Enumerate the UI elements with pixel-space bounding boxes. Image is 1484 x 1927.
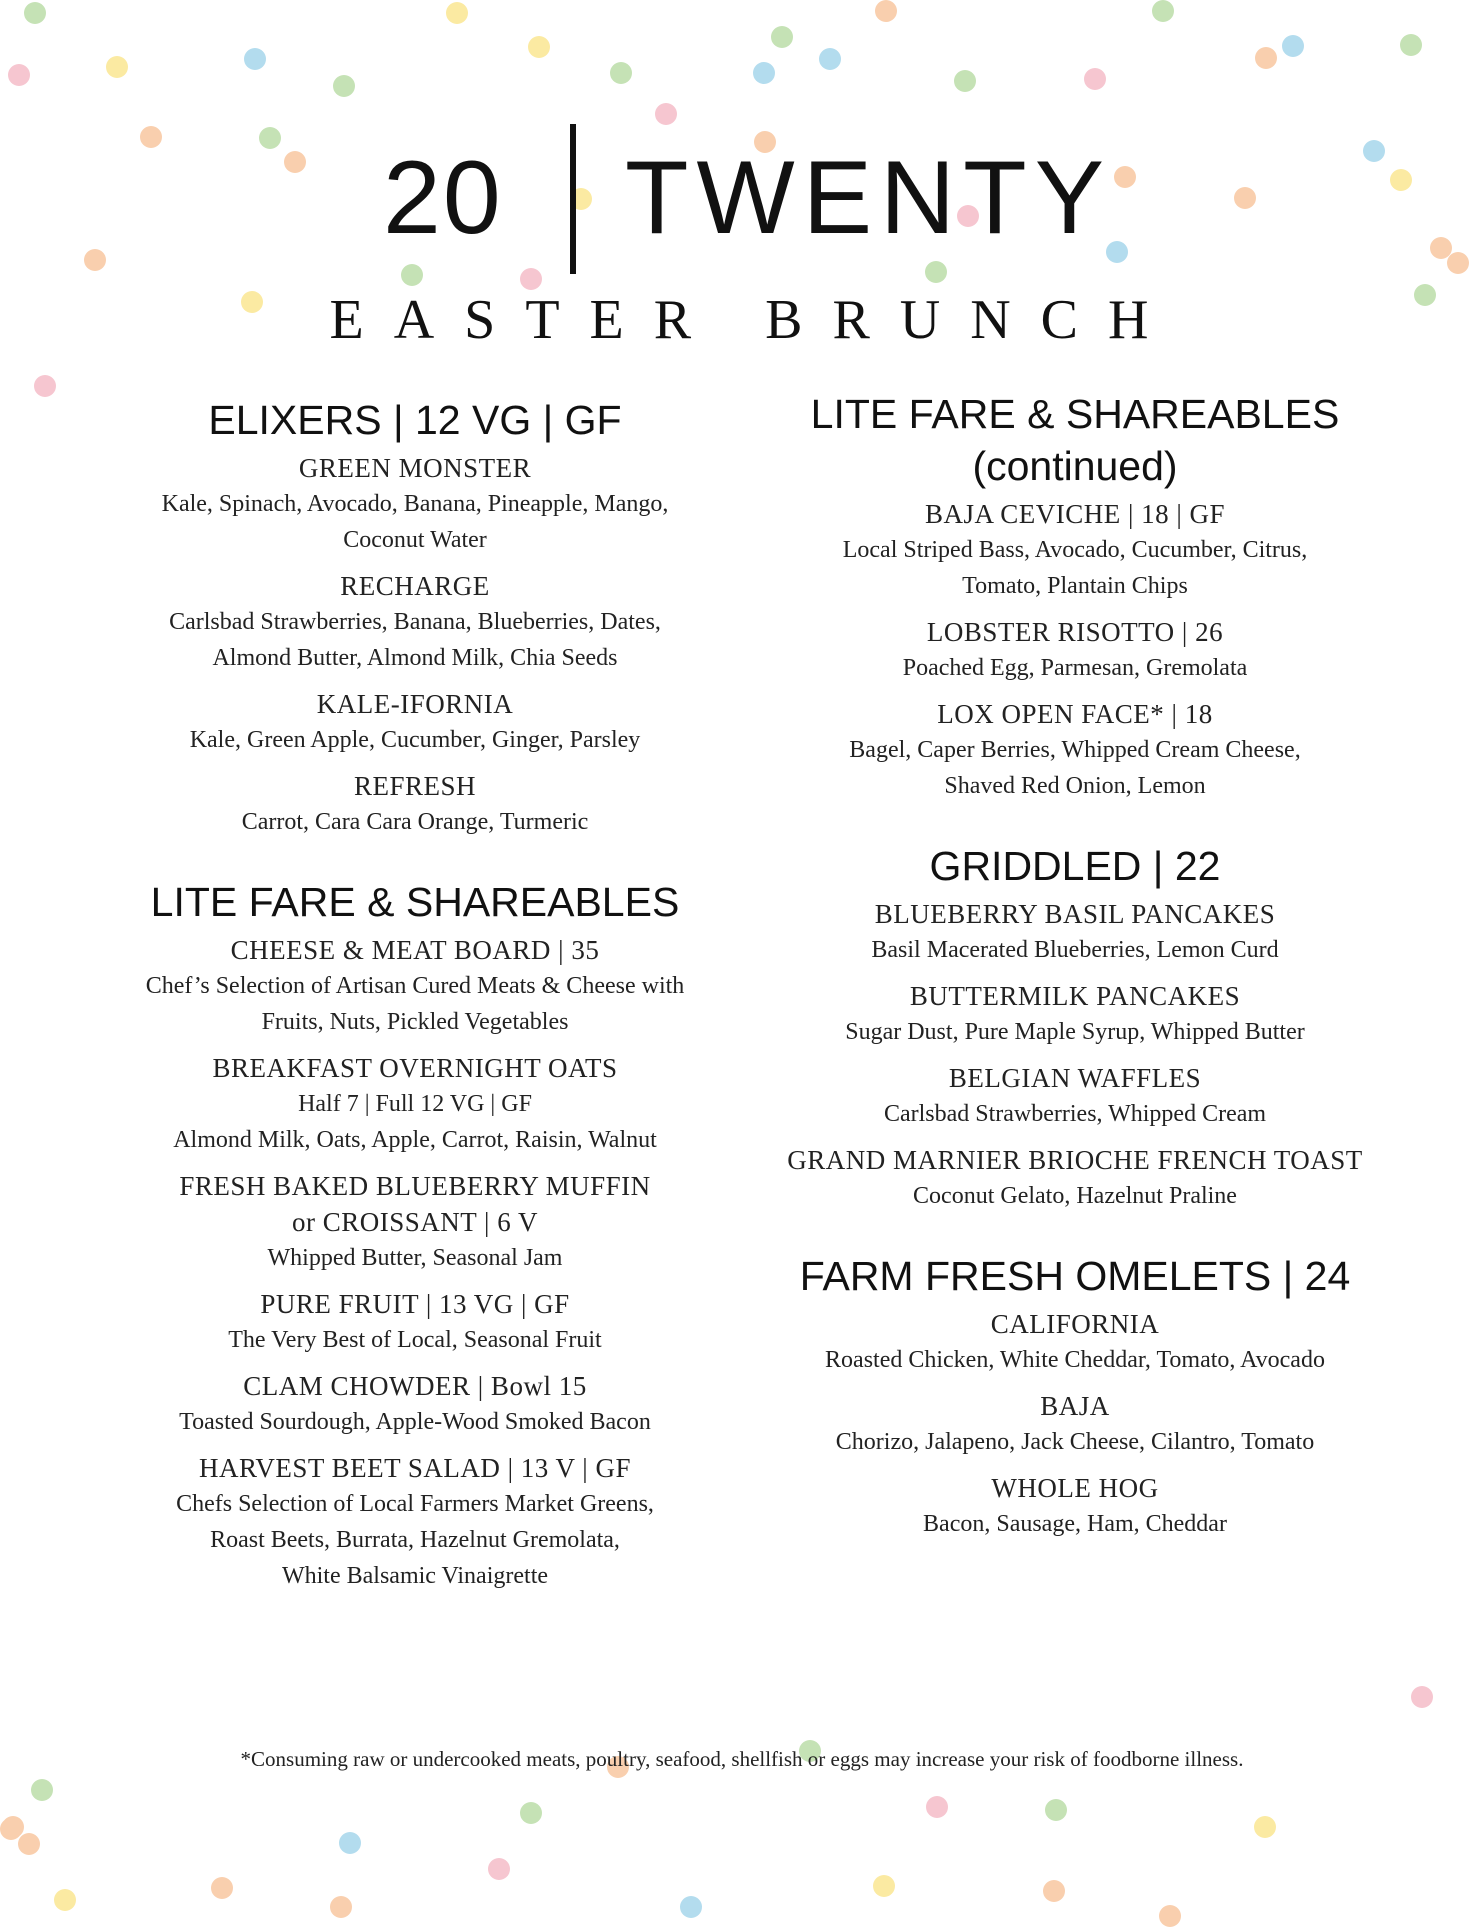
- section-title-continued: (continued): [972, 443, 1178, 489]
- section-omelets: [770, 1250, 1380, 1542]
- item-desc: Chorizo, Jalapeno, Jack Cheese, Cilantro, Tomato: [835, 1429, 1315, 1455]
- confetti-dot: [106, 56, 128, 78]
- menu-item: [110, 1050, 720, 1158]
- menu-item: [770, 496, 1380, 604]
- confetti-dot: [1282, 35, 1304, 57]
- menu-item: [770, 1388, 1380, 1460]
- allergy-footnote: *Consuming raw or undercooked meats, poultry, seafood, shellfish or eggs may increase your risk of foodborne illness.: [240, 1747, 1244, 1771]
- confetti-dot: [339, 1832, 361, 1854]
- menu-item: [110, 1368, 720, 1440]
- item-desc: Kale, Spinach, Avocado, Banana, Pineapple, Mango,: [161, 491, 669, 517]
- confetti-dot: [1400, 34, 1422, 56]
- confetti-dot: [24, 2, 46, 24]
- confetti-dot: [244, 48, 266, 70]
- menu-item: [110, 686, 720, 758]
- menu-item: [110, 1286, 720, 1358]
- item-desc: Carrot, Cara Cara Orange, Turmeric: [241, 809, 589, 835]
- item-name: HARVEST BEET SALAD | 13 V | GF: [199, 1453, 631, 1483]
- confetti-dot: [1043, 1880, 1065, 1902]
- item-desc: Local Striped Bass, Avocado, Cucumber, Citrus,: [842, 537, 1308, 563]
- confetti-dot: [610, 62, 632, 84]
- item-name: BREAKFAST OVERNIGHT OATS: [212, 1053, 618, 1083]
- item-desc: Toasted Sourdough, Apple-Wood Smoked Bacon: [179, 1409, 651, 1435]
- confetti-dot: [211, 1877, 233, 1899]
- confetti-dot: [926, 1796, 948, 1818]
- item-name: REFRESH: [353, 771, 477, 801]
- section-elixirs: [110, 394, 720, 840]
- menu-item: [110, 568, 720, 676]
- item-desc: Roast Beets, Burrata, Hazelnut Gremolata,: [210, 1527, 620, 1553]
- confetti-dot: [31, 1779, 53, 1801]
- confetti-dot: [34, 375, 56, 397]
- menu-item: [770, 614, 1380, 686]
- logo-word: TWENTY: [625, 140, 1113, 256]
- menu-item: [770, 696, 1380, 804]
- item-name: CLAM CHOWDER | Bowl 15: [243, 1371, 587, 1401]
- item-desc: Chef’s Selection of Artisan Cured Meats & Cheese with: [145, 973, 685, 999]
- item-name: BAJA CEVICHE | 18 | GF: [924, 499, 1226, 529]
- confetti-dot: [1045, 1799, 1067, 1821]
- left-column: [110, 394, 720, 1594]
- menu-item: [770, 978, 1380, 1050]
- item-name: or CROISSANT | 6 V: [292, 1207, 538, 1237]
- menu-item: [110, 932, 720, 1040]
- item-desc: Basil Macerated Blueberries, Lemon Curd: [871, 937, 1279, 963]
- item-desc: Tomato, Plantain Chips: [962, 573, 1188, 599]
- confetti-dot: [333, 75, 355, 97]
- confetti-dot: [8, 64, 30, 86]
- confetti-dot: [1152, 0, 1174, 22]
- confetti-dot: [446, 2, 468, 24]
- item-desc: Sugar Dust, Pure Maple Syrup, Whipped Butter: [845, 1019, 1305, 1045]
- item-name: GRAND MARNIER BRIOCHE FRENCH TOAST: [787, 1145, 1363, 1175]
- item-desc: Roasted Chicken, White Cheddar, Tomato, Avocado: [825, 1347, 1325, 1373]
- item-desc: Almond Butter, Almond Milk, Chia Seeds: [212, 645, 618, 671]
- menu-item: [770, 1470, 1380, 1542]
- menu-item: [770, 896, 1380, 968]
- right-column: [770, 388, 1380, 1542]
- item-desc: Almond Milk, Oats, Apple, Carrot, Raisin, Walnut: [173, 1127, 657, 1153]
- item-desc: Coconut Water: [343, 527, 487, 553]
- item-desc: Shaved Red Onion, Lemon: [944, 773, 1206, 799]
- confetti-dot: [680, 1896, 702, 1918]
- menu-item: [770, 1306, 1380, 1378]
- item-desc: White Balsamic Vinaigrette: [281, 1563, 549, 1589]
- item-desc: Chefs Selection of Local Farmers Market Greens,: [176, 1491, 654, 1517]
- section-title: LITE FARE & SHAREABLES: [150, 879, 680, 925]
- item-name: LOX OPEN FACE* | 18: [937, 699, 1213, 729]
- logo-divider: [570, 124, 576, 274]
- confetti-dot: [2, 1816, 24, 1838]
- item-desc: Kale, Green Apple, Cucumber, Ginger, Parsley: [189, 727, 641, 753]
- section-lite-fare: [110, 876, 720, 1594]
- section-title: GRIDDLED | 22: [929, 843, 1221, 889]
- confetti-dot: [520, 1802, 542, 1824]
- item-name: CHEESE & MEAT BOARD | 35: [230, 935, 600, 965]
- menu-item: [770, 1060, 1380, 1132]
- section-lite-fare-continued: [770, 388, 1380, 804]
- item-desc: Carlsbad Strawberries, Banana, Blueberries, Dates,: [169, 609, 661, 635]
- confetti-dot: [875, 0, 897, 22]
- item-name: GREEN MONSTER: [298, 453, 532, 483]
- confetti-dot: [488, 1858, 510, 1880]
- item-name: BAJA: [1040, 1391, 1110, 1421]
- confetti-dot: [1411, 1686, 1433, 1708]
- item-desc: The Very Best of Local, Seasonal Fruit: [228, 1327, 602, 1353]
- menu-item: [110, 768, 720, 840]
- confetti-dot: [528, 36, 550, 58]
- item-name: BELGIAN WAFFLES: [948, 1063, 1202, 1093]
- section-title: LITE FARE & SHAREABLES: [810, 391, 1340, 437]
- item-name: WHOLE HOG: [991, 1473, 1159, 1503]
- item-desc: Bagel, Caper Berries, Whipped Cream Cheese,: [849, 737, 1301, 763]
- item-name: RECHARGE: [340, 571, 490, 601]
- item-name: KALE-IFORNIA: [316, 689, 514, 719]
- confetti-dot: [18, 1833, 40, 1855]
- page-subtitle: EASTER BRUNCH: [329, 289, 1179, 351]
- item-name: BUTTERMILK PANCAKES: [909, 981, 1241, 1011]
- item-name: FRESH BAKED BLUEBERRY MUFFIN: [179, 1171, 651, 1201]
- item-name: CALIFORNIA: [990, 1309, 1160, 1339]
- logo: [0, 118, 1484, 278]
- confetti-dot: [873, 1875, 895, 1897]
- confetti-dot: [753, 62, 775, 84]
- logo-number: 20: [383, 140, 503, 256]
- confetti-dot: [771, 26, 793, 48]
- confetti-dot: [1254, 1816, 1276, 1838]
- menu-item: [110, 1450, 720, 1594]
- confetti-dot: [819, 48, 841, 70]
- item-desc: Fruits, Nuts, Pickled Vegetables: [261, 1009, 569, 1035]
- item-desc: Carlsbad Strawberries, Whipped Cream: [883, 1101, 1267, 1127]
- item-name: LOBSTER RISOTTO | 26: [926, 617, 1224, 647]
- item-name: BLUEBERRY BASIL PANCAKES: [874, 899, 1276, 929]
- menu-item: [770, 1142, 1380, 1214]
- menu-item: [110, 450, 720, 558]
- item-desc: Poached Egg, Parmesan, Gremolata: [902, 655, 1248, 681]
- item-desc: Coconut Gelato, Hazelnut Praline: [913, 1183, 1237, 1209]
- item-desc: Whipped Butter, Seasonal Jam: [267, 1245, 563, 1271]
- confetti-dot: [54, 1889, 76, 1911]
- section-title: ELIXERS | 12 VG | GF: [208, 397, 622, 443]
- section-title: FARM FRESH OMELETS | 24: [799, 1253, 1351, 1299]
- confetti-dot: [1084, 68, 1106, 90]
- confetti-dot: [954, 70, 976, 92]
- confetti-dot: [330, 1896, 352, 1918]
- item-name: PURE FRUIT | 13 VG | GF: [260, 1289, 570, 1319]
- menu-item: [110, 1168, 720, 1276]
- confetti-dot: [1255, 47, 1277, 69]
- item-desc: Bacon, Sausage, Ham, Cheddar: [923, 1511, 1227, 1537]
- item-desc: Half 7 | Full 12 VG | GF: [298, 1091, 532, 1117]
- section-griddled: [770, 840, 1380, 1214]
- confetti-dot: [1159, 1905, 1181, 1927]
